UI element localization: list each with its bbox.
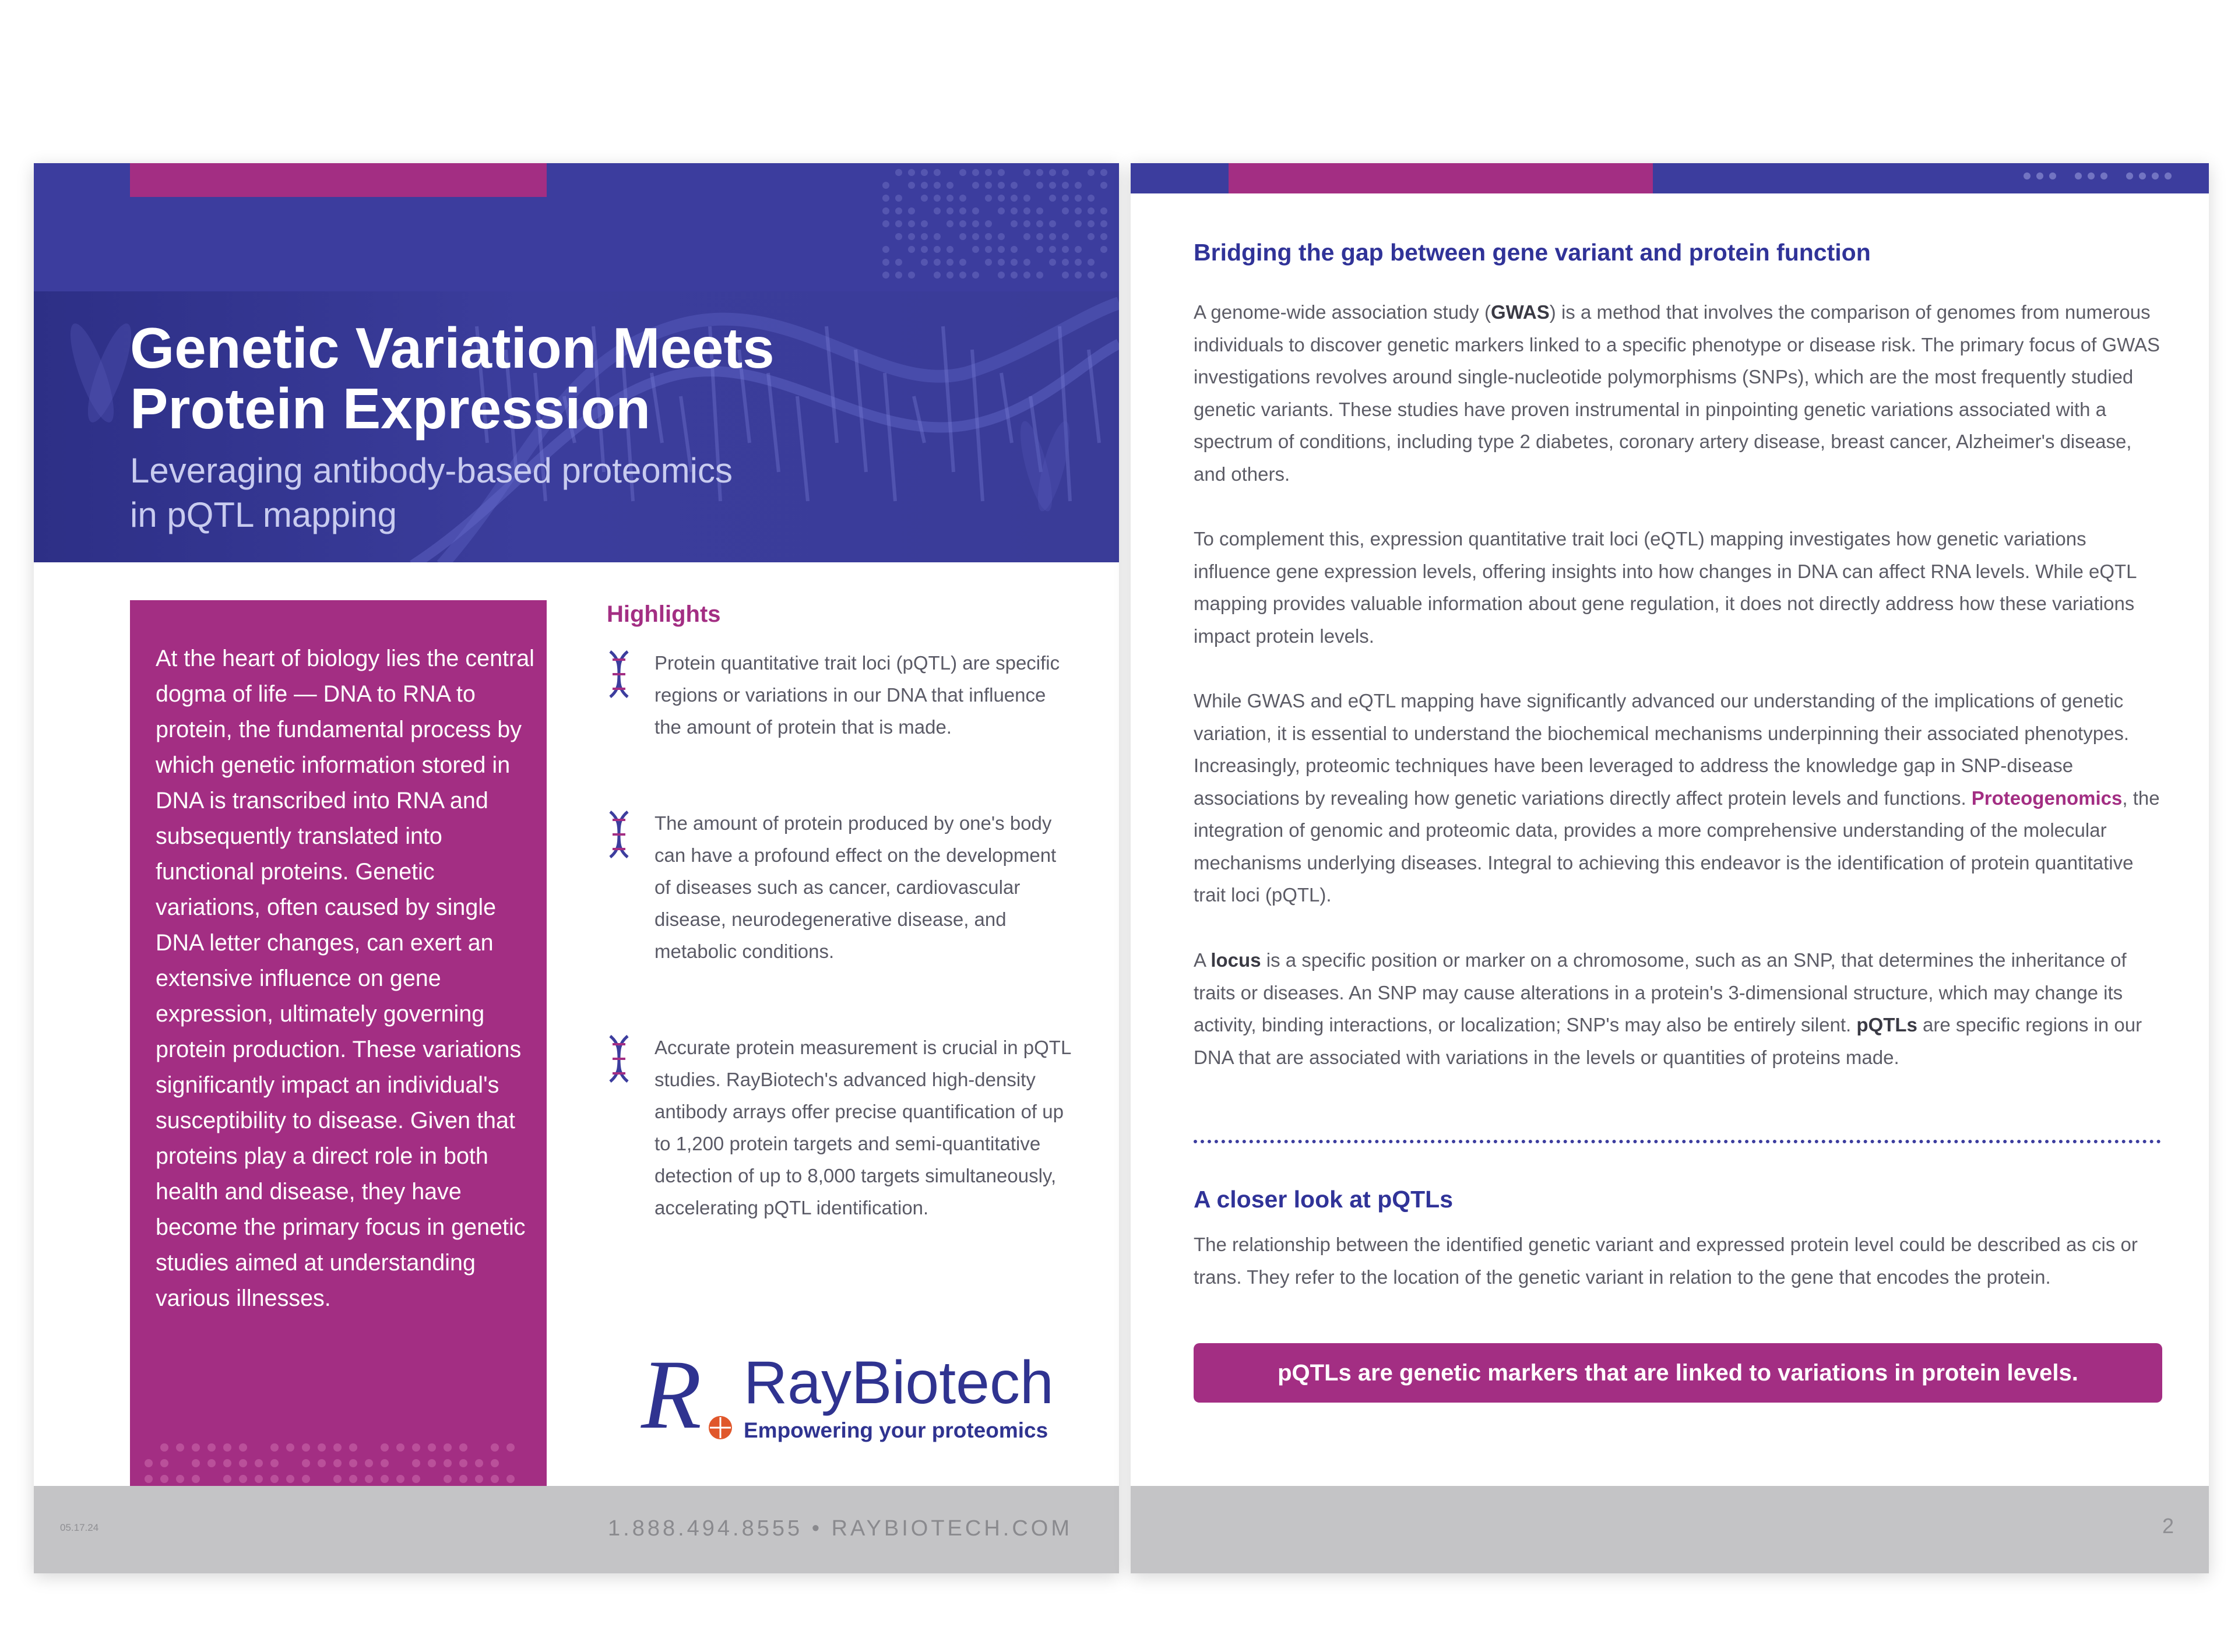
page-footer <box>34 1486 1119 1573</box>
text-run: are specific regions in our DNA that are associated with variations in the levels or quantities of proteins made. <box>1194 1014 2142 1068</box>
title-line-2: Protein Expression <box>130 376 651 441</box>
bold-term: GWAS <box>1490 301 1550 323</box>
logo-tagline: Empowering your proteomics <box>744 1418 1048 1442</box>
page-footer <box>1131 1486 2209 1573</box>
bold-term: locus <box>1211 949 1261 971</box>
subtitle-line-2: in pQTL mapping <box>130 495 397 534</box>
paragraph-locus <box>1194 944 2167 1073</box>
paragraph-gwas <box>1194 296 2167 490</box>
section-heading: Bridging the gap between gene variant and protein function <box>1194 239 1871 266</box>
highlight-text: The amount of protein produced by one's body can have a profound effect on the development of diseases such as cancer, cardiovascular disease, neurodegenerative disease, and metabolic conditions. <box>654 812 1057 962</box>
brochure-page-2 <box>1131 163 2209 1573</box>
highlight-text: Accurate protein measurement is crucial in pQTL studies. RayBiotech's advanced high-density antibody arrays offer precise quantification of up to 1,200 protein targets and semi-quantitative detection of up to 8,000 targets simultaneously, accelerating pQTL identification. <box>654 1037 1071 1218</box>
svg-text:R: R <box>641 1340 702 1449</box>
text-run: , the integration of genomic and proteomic data, provides a more comprehensive understanding of the molecular mechanisms underlying diseases. Integral to achieving this endeavor is the identification of protein quantitative trait loci (pQTL). <box>1194 787 2160 906</box>
paragraph-cis-trans: The relationship between the identified genetic variant and expressed protein level could be described as cis or trans. They refer to the location of the genetic variant in relation to the gene that encodes the protein. <box>1194 1234 2138 1288</box>
text-run: A <box>1194 949 1211 971</box>
footer-code: 05.17.24 <box>60 1522 99 1533</box>
text-run: ) is a method that involves the comparison of genomes from numerous individuals to discover genetic markers linked to a specific phenotype or disease risk. The primary focus of GWAS investigations revolves around single-nucleotide polymorphisms (SNPs), which are the most frequently studied genetic variants. These studies have proven instrumental in pinpointing genetic variations associated with a spectrum of conditions, including type 2 diabetes, coronary artery disease, breast cancer, Alzheimer's disease, and others. <box>1194 301 2160 485</box>
dna-icon <box>607 649 631 699</box>
page-subtitle <box>130 449 888 537</box>
page-number: 2 <box>2162 1514 2174 1538</box>
dotted-divider <box>1194 1140 2161 1143</box>
section-heading: A closer look at pQTLs <box>1194 1186 1454 1213</box>
dna-icon <box>607 1034 631 1084</box>
page-title <box>130 318 946 439</box>
callout-box: pQTLs are genetic markers that are linked to variations in protein levels. <box>1194 1343 2162 1403</box>
title-line-1: Genetic Variation Meets <box>130 316 775 380</box>
text-run: While GWAS and eQTL mapping have significantly advanced our understanding of the implications of genetic variation, it is essential to understand the biochemical mechanisms underpinning their associated phenotypes. Increasingly, proteomic techniques have been leveraged to address the knowledge gap in SNP-disease associations by revealing how genetic variations directly affect protein levels and functions. <box>1194 690 2130 809</box>
dot-pattern <box>2022 170 2197 188</box>
highlighted-term: Proteogenomics <box>1971 787 2123 809</box>
bold-term: pQTLs <box>1856 1014 1917 1035</box>
highlights-heading: Highlights <box>607 601 721 627</box>
accent-bar <box>1229 163 1653 193</box>
text-run: is a specific position or marker on a chromosome, such as an SNP, that determines the inheritance of traits or diseases. An SNP may cause alterations in a protein's 3-dimensional structure, which may change its activity, binding interactions, or localization; SNP's may also be entirely silent. <box>1194 949 2127 1035</box>
dna-icon <box>607 809 631 860</box>
subtitle-line-1: Leveraging antibody-based proteomics <box>130 451 733 490</box>
intro-text: At the heart of biology lies the central dogma of life — DNA to RNA to protein, the fundamental process by which genetic information stored in DNA is transcribed into RNA and subsequently translated into functional proteins. Genetic variations, often caused by single DNA letter changes, can exert an extensive influence on gene expression, ultimately governing protein production. These variations significantly impact an individual's susceptibility to disease. Given that proteins play a direct role in both health and disease, they have become the primary focus in genetic studies aimed at understanding various illnesses. <box>156 646 534 1311</box>
intro-panel <box>130 600 547 1573</box>
text-run: A genome-wide association study ( <box>1194 301 1491 323</box>
logo-r-mark <box>640 1340 745 1457</box>
logo-name: RayBiotech <box>744 1349 1054 1417</box>
footer-contact: 1.888.494.8555 • RAYBIOTECH.COM <box>608 1516 1072 1541</box>
raybiotech-logo <box>640 1340 1060 1457</box>
paragraph-eqtl: To complement this, expression quantitative trait loci (eQTL) mapping investigates how genetic variations influence gene expression levels, offering insights into how changes in DNA can affect RNA levels. While eQTL mapping provides valuable information about gene regulation, it does not directly address how these variations impact protein levels. <box>1194 528 2137 647</box>
paragraph-proteogenomics <box>1194 685 2167 911</box>
brochure-page-1 <box>34 163 1119 1573</box>
accent-bar <box>130 163 547 197</box>
highlight-text: Protein quantitative trait loci (pQTL) are specific regions or variations in our DNA that influence the amount of protein that is made. <box>654 652 1060 738</box>
dot-pattern <box>874 163 1119 291</box>
